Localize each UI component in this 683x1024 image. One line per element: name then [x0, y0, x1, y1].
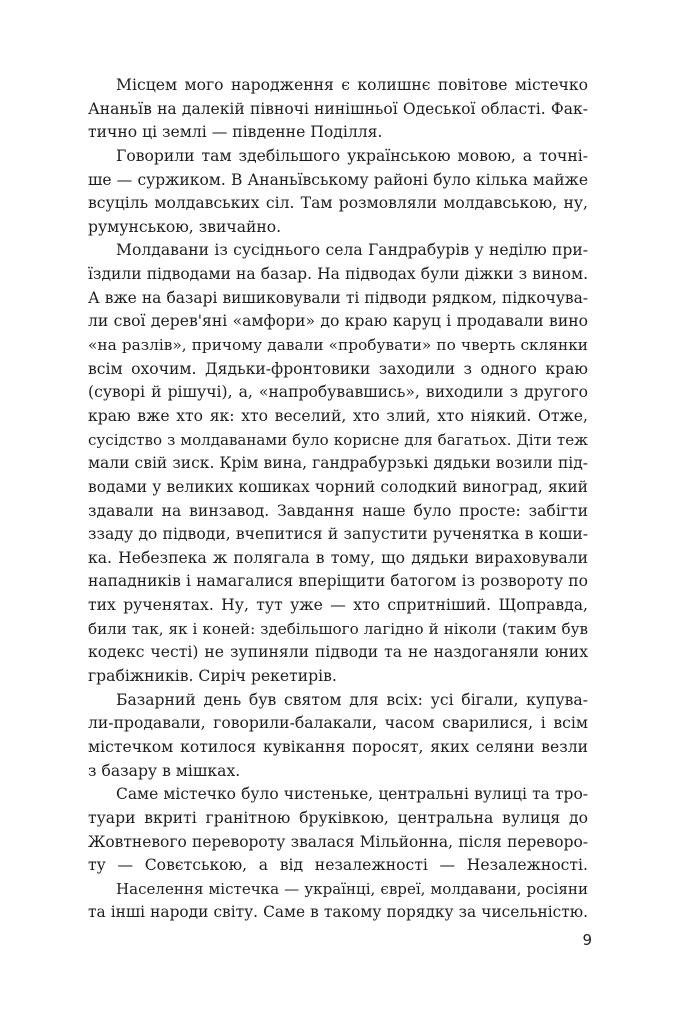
text-line: Місцем мого народження є колишнє повітове містечко — [116, 76, 588, 94]
text-line: А вже на базарі вишиковували ті підводи рядком, підкочува- — [88, 288, 588, 307]
text-line: всуціль молдавських сіл. Там розмовляли молдавською, ну, — [88, 194, 588, 213]
paragraph — [88, 145, 588, 240]
text-line: містечком котилося кувікання поросят, яких селяни везли — [88, 737, 588, 756]
text-line: сусідство з молдаванами було корисне для багатьох. Діти теж — [88, 430, 588, 449]
text-line: тично ці землі — південне Поділля. — [88, 123, 383, 142]
text-line: румунською, звичайно. — [88, 217, 282, 236]
paragraph — [88, 74, 588, 145]
text-line: били так, як і коней: здебільшого лагідно й ніколи (таким був — [88, 619, 588, 638]
text-line: «на разлів», причому давали «пробувати» по чверть склянки — [88, 336, 588, 355]
paragraph — [88, 878, 588, 925]
text-line: ззаду до підводи, вчепитися й запустити рученятка в коши- — [88, 525, 588, 544]
text-line: краю вже хто як: хто веселий, хто злий, хто ніякий. Отже, — [88, 406, 588, 425]
text-line: Базарний день був святом для всіх: усі бігали, купува- — [116, 690, 588, 709]
text-line: ли-продавали, говорили-балакали, часом сварилися, і всім — [88, 714, 588, 733]
paragraph — [88, 239, 588, 688]
text-line: Ананьїв на далекій півночі нинішньої Одеської області. Фак- — [88, 99, 588, 118]
text-line: Населення містечка — українці, євреї, молдавани, росіяни — [116, 879, 588, 898]
text-line: туари вкриті гранітною бруківкою, центральна вулиця до — [88, 808, 588, 827]
text-line: Жовтневого перевороту звалася Мільйонна, після переворо- — [88, 832, 588, 851]
text-line: всім охочим. Дядьки-фронтовики заходили з одного краю — [88, 359, 588, 378]
text-line: нападників і намагалися вперіщити батогом із розвороту по — [88, 572, 588, 591]
text-line: Саме містечко було чистеньке, центральні вулиці та тро- — [116, 785, 588, 804]
text-line: Говорили там здебільшого українською мовою, а точні- — [116, 146, 588, 165]
text-line: ка. Небезпека ж полягала в тому, що дядьки вираховували — [88, 548, 588, 567]
paragraph — [88, 783, 588, 878]
paragraph — [88, 689, 588, 784]
text-line: ту — Совєтською, а від незалежності — Незалежності. — [88, 856, 588, 875]
body-text — [88, 74, 588, 925]
page-number: 9 — [582, 931, 592, 949]
text-line: тих рученятах. Ну, тут уже — хто спритніший. Щоправда, — [88, 596, 588, 615]
text-line: здавали на винзавод. Завдання наше було просте: забігти — [88, 501, 588, 520]
text-line: з базару в мішках. — [88, 761, 241, 780]
text-line: їздили підводами на базар. На підводах були діжки з вином. — [88, 265, 588, 284]
text-line: ли свої дерев'яні «амфори» до краю каруц і продавали вино — [88, 312, 588, 331]
text-line: мали свій зиск. Крім вина, гандрабурзькі дядьки возили під- — [88, 454, 588, 473]
text-line: водами у великих кошиках чорний солодкий виноград, який — [88, 477, 588, 496]
text-line: та інші народи світу. Саме в такому порядку за чисельністю. — [88, 903, 588, 922]
text-line: (суворі й рішучі), а, «напробувавшись», виходили з другого — [88, 383, 588, 402]
text-line: ше — суржиком. В Ананьївському районі було кілька майже — [88, 170, 588, 189]
text-line: Молдавани із сусіднього села Гандрабурів у неділю при- — [116, 241, 588, 260]
text-line: грабіжників. Сиріч рекетирів. — [88, 667, 337, 686]
text-line: кодекс честі) не зупиняли підводи та не наздоганяли юних — [88, 643, 588, 662]
